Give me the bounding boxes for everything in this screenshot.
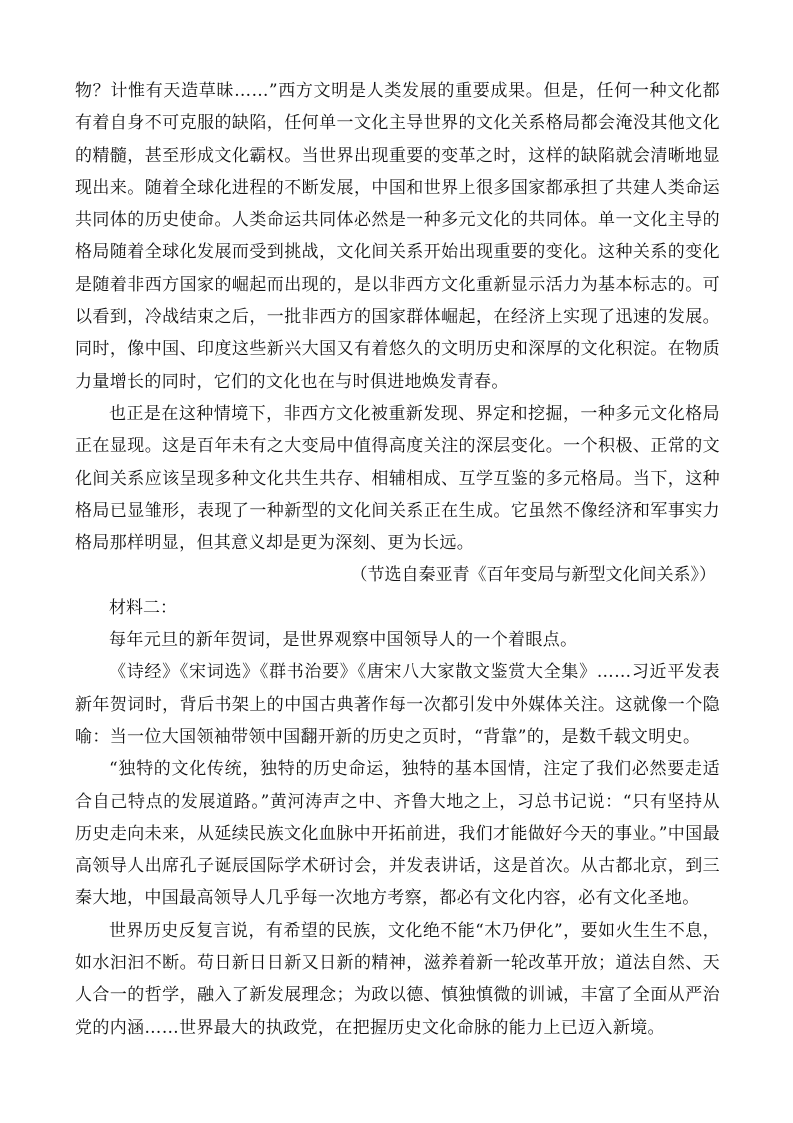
paragraph-2: 也正是在这种情境下，非西方文化被重新发现、界定和挖掘，一种多元文化格局正在显现。这是百年未有之大变局中值得高度关注的深层变化。一个积极、正常的文化间关系应该呈现多种文化共生共存、相辅相成、互学互鉴的多元格局。当下，这种格局已显雏形，表现了一种新型的文化间关系正在生成。它虽然不像经济和军事实力格局那样明显，但其意义却是更为深刻、更为长远。 — [75, 403, 720, 554]
material-2-paragraph-3: “独特的文化传统，独特的历史命运，独特的基本国情，注定了我们必然要走适合自己特点的发展道路。”黄河涛声之中、齐鲁大地之上，习总书记说：“只有坚持从历史走向未来，从延续民族文化血脉中开拓前进，我们才能做好今天的事业。”中国最高领导人出席孔子诞辰国际学术研讨会，并发表讲话，这是首次。从古都北京，到三秦大地，中国最高领导人几乎每一次地方考察，都必有文化内容，必有文化圣地。 — [75, 759, 720, 909]
material-2-paragraph-4: 世界历史反复言说，有希望的民族，文化绝不能“木乃伊化”，要如火生生不息，如水汩汩不断。苟日新日日新又日新的精神，滋养着新一轮改革开放；道法自然、天人合一的哲学，融入了新发展理念；为政以德、慎独慎微的训诫，丰富了全面从严治党的内涵……世界最大的执政党，在把握历史文化命脉的能力上已迈入新境。 — [75, 920, 720, 1038]
material-2-paragraph-1: 每年元旦的新年贺词，是世界观察中国领导人的一个着眼点。 — [109, 630, 578, 651]
source-citation: （节选自秦亚青《百年变局与新型文化间关系》） — [350, 565, 716, 586]
paragraph-1: 物？计惟有天造草昧……”西方文明是人类发展的重要成果。但是，任何一种文化都有着自身不可克服的缺陷，任何单一文化主导世界的文化关系格局都会淹没其他文化的精髓，甚至形成文化霸权。当世界出现重要的变革之时，这样的缺陷就会清晰地显现出来。随着全球化进程的不断发展，中国和世界上很多国家都承担了共建人类命运共同体的历史使命。人类命运共同体必然是一种多元文化的共同体。单一文化主导的格局随着全球化发展而受到挑战，文化间关系开始出现重要的变化。这种关系的变化是随着非西方国家的崛起而出现的，是以非西方文化重新显示活力为基本标志的。可以看到，冷战结束之后，一批非西方的国家群体崛起，在经济上实现了迅速的发展。同时，像中国、印度这些新兴大国又有着悠久的文明历史和深厚的文化积淀。在物质力量增长的同时，它们的文化也在与时俱进地焕发青春。 — [75, 81, 720, 392]
document-body — [75, 75, 720, 1044]
material-2-heading: 材料二： — [109, 597, 177, 618]
material-2-paragraph-2: 《诗经》《宋词选》《群书治要》《唐宋八大家散文鉴赏大全集》……习近平发表新年贺词时，背后书架上的中国古典著作每一次都引发中外媒体关注。这就像一个隐喻：当一位大国领袖带领中国翻开新的历史之页时，“背靠”的，是数千载文明史。 — [75, 662, 720, 747]
